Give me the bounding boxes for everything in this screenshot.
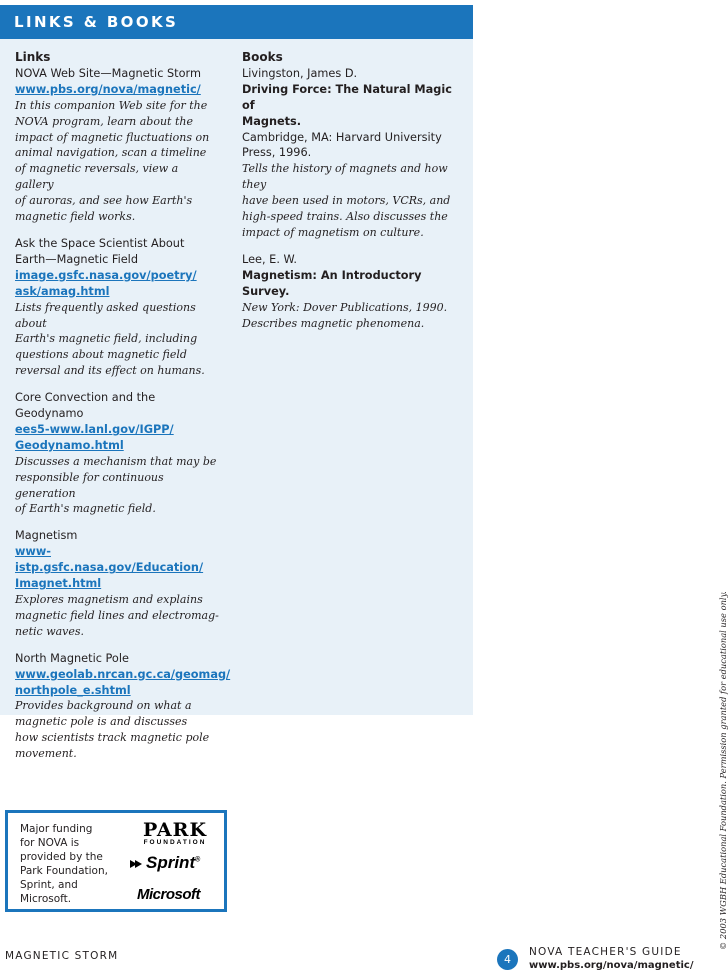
books-column [242,50,462,342]
footer-guide [529,945,693,973]
link-entry [15,66,220,225]
link-description: impact of magnetic fluctuations on [15,130,210,144]
section-title: LINKS & BOOKS [14,13,179,31]
link-url[interactable]: www-istp.gsfc.nasa.gov/Education/ [15,545,204,575]
books-heading: Books [242,50,283,64]
link-description: movement. [15,747,77,761]
book-description: New York: Dover Publications, 1990. [242,300,448,314]
link-title: NOVA Web Site—Magnetic Storm [15,66,201,80]
link-description: netic waves. [15,624,85,638]
link-url[interactable]: ees5-www.lanl.gov/IGPP/ [15,422,174,436]
book-publisher: Cambridge, MA: Harvard University [242,130,442,144]
link-entry [15,390,220,517]
book-description: high-speed trains. Also discusses the [242,210,448,224]
page-number: 4 [497,949,518,970]
sprint-pin-icon [129,859,143,869]
links-column [15,50,231,773]
link-description: NOVA program, learn about the [15,114,193,128]
link-description: animal navigation, scan a timeline [15,146,207,160]
link-description: Discusses a mechanism that may be [15,454,217,468]
link-description: of magnetic reversals, view a gallery [15,162,179,192]
link-description: of auroras, and see how Earth's [15,194,193,208]
funding-statement [20,823,110,906]
microsoft-logo: Microsoft [137,886,200,903]
link-description: reversal and its effect on humans. [15,364,205,378]
book-author: Lee, E. W. [242,252,297,266]
link-url[interactable]: northpole_e.shtml [15,683,131,697]
link-description: In this companion Web site for the [15,98,208,112]
link-title: Ask the Space Scientist About [15,236,185,250]
link-title: Core Convection and the [15,391,156,405]
link-entry [15,651,231,762]
book-title: Magnetism: An Introductory Survey. [242,268,422,298]
link-url[interactable]: image.gsfc.nasa.gov/poetry/ [15,268,197,282]
link-title: Geodynamo [15,407,84,421]
link-description: magnetic field works. [15,210,136,224]
link-title: Magnetism [15,529,78,543]
link-url[interactable]: www.geolab.nrcan.gc.ca/geomag/ [15,667,231,681]
link-url[interactable]: Imagnet.html [15,577,102,591]
funding-line: Sprint, and [20,878,78,891]
books-list [242,66,462,332]
link-url[interactable]: Geodynamo.html [15,438,124,452]
book-entry [242,252,462,332]
funding-line: Park Foundation, [20,864,108,877]
book-title: Magnets. [242,114,302,128]
copyright-notice: © 2003 WGBH Educational Foundation. Permission granted for educational use only. [718,591,728,950]
link-description: how scientists track magnetic pole [15,731,210,745]
link-description: questions about magnetic field [15,348,187,362]
book-description: Tells the history of magnets and how they [242,162,448,192]
guide-title: NOVA TEACHER'S GUIDE [529,946,682,958]
funding-line: for NOVA is [20,836,80,849]
link-entry [15,236,220,379]
book-entry [242,66,462,241]
book-description: impact of magnetism on culture. [242,225,424,239]
funding-box [5,810,227,912]
link-description: Lists frequently asked questions about [15,300,196,330]
book-description: Describes magnetic phenomena. [242,316,425,330]
link-description: magnetic pole is and discusses [15,715,188,729]
links-heading: Links [15,50,51,64]
links-list [15,66,231,762]
funding-line: Microsoft. [20,892,72,905]
book-publisher: Press, 1996. [242,146,312,160]
link-title: North Magnetic Pole [15,651,129,665]
link-description: Provides background on what a [15,699,192,713]
link-url[interactable]: www.pbs.org/nova/magnetic/ [15,82,201,96]
funding-line: Major funding [20,823,93,835]
book-author: Livingston, James D. [242,66,358,80]
link-description: magnetic field lines and electromag- [15,608,219,622]
links-books-panel [0,5,473,761]
book-description: have been used in motors, VCRs, and [242,194,451,208]
link-description: Explores magnetism and explains [15,593,203,606]
link-description: of Earth's magnetic field. [15,502,156,516]
link-entry [15,528,220,639]
section-header [0,5,473,39]
footer-program-title: MAGNETIC STORM [5,950,119,962]
link-url[interactable]: ask/amag.html [15,284,110,298]
link-title: Earth—Magnetic Field [15,252,138,266]
funding-line: provided by the [20,850,103,863]
link-description: responsible for continuous generation [15,470,164,500]
park-foundation-logo: PARK FOUNDATION [143,819,207,846]
book-title: Driving Force: The Natural Magic of [242,82,452,112]
link-description: Earth's magnetic field, including [15,332,198,346]
guide-url[interactable]: www.pbs.org/nova/magnetic/ [529,960,694,971]
sprint-logo: Sprint® [129,853,200,873]
